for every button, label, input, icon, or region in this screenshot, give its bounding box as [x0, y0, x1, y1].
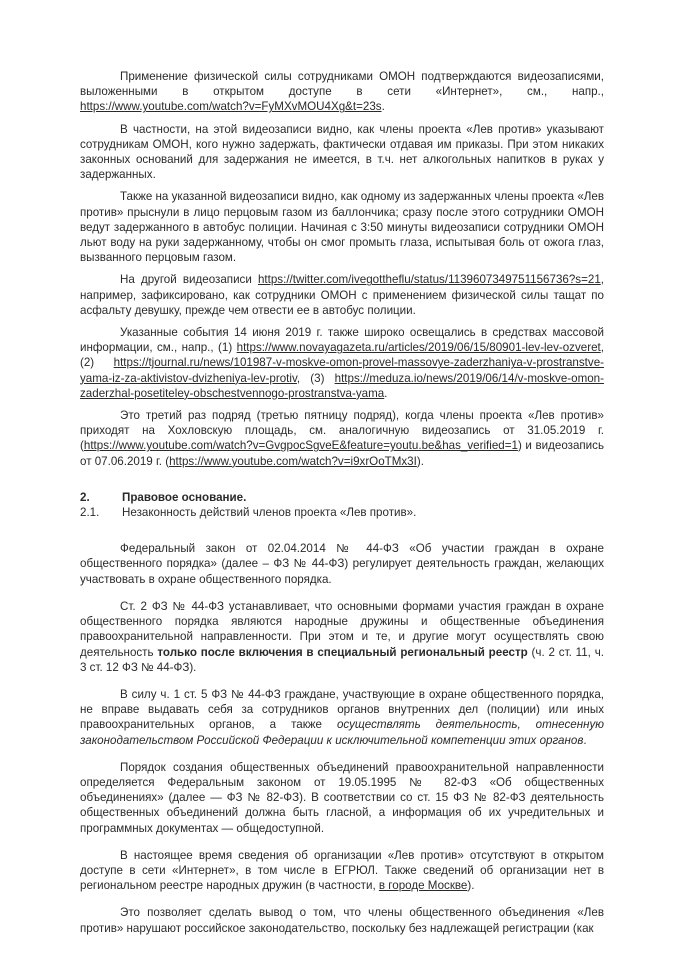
section-title: Правовое основание. — [122, 490, 247, 504]
paragraph-article-2: Ст. 2 ФЗ № 44-ФЗ устанавливает, что основными формами участия граждан в охране общественного порядка являются народные дружины и общественные объединения правоохранительной направленности. При этом и те, и другие могут осуществлять свою деятельность только после включения в специальный региональный реестр (ч. 2 ст. 11, ч. 3 ст. 12 ФЗ № 44-ФЗ). — [80, 599, 604, 674]
document-page — [80, 69, 604, 936]
paragraph-media-coverage: Указанные события 14 июня 2019 г. также широко освещались в средствах массовой информации, см., напр., (1) https://www.novayagazeta.ru/articles/2019/06/15/80901-lev-lev-ozveret, (2) https://tjournal.ru/news/101987-v-moskve-omon-provel-massovye-zaderzhaniya-v-prostranstve-yama-iz-za-aktivistov-dvizheniya-lev-protiv, (3) https://meduza.io/news/2019/06/14/v-moskve-omon-zaderzhal-posetiteley-obschestvennogo-prostranstva-yama. — [80, 326, 604, 400]
paragraph-no-registration: В настоящее время сведения об организации «Лев против» отсутствуют в открытом доступе в сети «Интернет», в том числе в ЕГРЮЛ. Также сведений об организации нет в региональном реестре народных дружин (в частности, в городе Москве). — [80, 848, 604, 893]
paragraph-federal-law-82: Порядок создания общественных объединений правоохранительной направленности определяется Федеральным законом от 19.05.1995 № 82-ФЗ «Об общественных объединениях» (далее — ФЗ № 82-ФЗ). В соответствии со ст. 15 ФЗ № 82-ФЗ деятельность общественных объединений должна быть гласной, а информация об их учредительных и программных документах — общедоступной. — [80, 760, 604, 835]
emphasis-registry: только после включения в специальный региональный реестр — [157, 645, 528, 659]
paragraph-pepper-gas: Также на указанной видеозаписи видно, как одному из задержанных члены проекта «Лев против» прыснули в лицо перцовым газом из баллончика; сразу после этого сотрудники ОМОН ведут задержанного в автобус полиции. Начиная с 3:50 минуты видеозаписи сотрудники ОМОН льют воду на руки задержанному, чтобы он смог промыть глаза, испытывая боль от ожога глаз, вызванного перцовым газом. — [80, 190, 604, 265]
emphasis-exclusive-competence: осуществлять деятельность, отнесенную законодательством Российской Федерации к исключительной компетенции этих органов — [80, 718, 604, 747]
paragraph-orders: В частности, на этой видеозаписи видно, как члены проекта «Лев против» указывают сотрудникам ОМОН, кого нужно задержать, фактически отдавая им приказы. При этом никаких законных оснований для задержания не имеется, в т.ч. нет алкогольных напитков в руках у задержанных. — [80, 122, 604, 182]
paragraph-video-evidence: Применение физической силы сотрудниками ОМОН подтверждаются видеозаписями, выложенными в открытом доступе в сети «Интернет», см., напр., https://www.youtube.com/watch?v=FyMXvMOU4Xg&t=23s. — [80, 70, 604, 114]
youtube-link-3[interactable]: https://www.youtube.com/watch?v=i9xrOoTMx3I — [169, 454, 417, 468]
twitter-link[interactable]: https://twitter.com/ivegottheflu/status/1139607349751156736?s=21 — [257, 273, 601, 287]
subsection-heading-illegality — [80, 505, 604, 520]
section-number: 2. — [80, 490, 90, 504]
tjournal-link[interactable]: https://tjournal.ru/news/101987-v-moskve-omon-provel-massovye-zaderzhaniya-v-prostranstve-yama-iz-za-aktivistov-dvizheniya-lev-protiv — [80, 356, 604, 385]
subsection-title: Незаконность действий членов проекта «Лев против». — [122, 506, 417, 520]
moscow-registry-link[interactable]: в городе Москве — [378, 879, 468, 893]
paragraph-federal-law-44: Федеральный закон от 02.04.2014 № 44-ФЗ «Об участии граждан в охране общественного порядка» (далее – ФЗ № 44-ФЗ) регулирует деятельность граждан, желающих участвовать в охране общественного порядка. — [80, 542, 604, 586]
novayagazeta-link[interactable]: https://www.novayagazeta.ru/articles/2019/06/15/80901-lev-lev-ozveret — [236, 341, 601, 355]
paragraph-third-time: Это третий раз подряд (третью пятницу подряд), когда члены проекта «Лев против» приходят на Хохловскую площадь, см. аналогичную видеозапись от 31.05.2019 г. (https://www.youtube.com/watch?v=GvgpocSgveE&feature=youtu.be&has_verified=1) и видеозапись от 07.06.2019 г. (https://www.youtube.com/watch?v=i9xrOoTMx3I). — [80, 409, 604, 468]
paragraph-conclusion: Это позволяет сделать вывод о том, что члены общественного объединения «Лев против» нарушают российское законодательство, поскольку без надлежащей регистрации (как — [80, 906, 604, 935]
meduza-link[interactable]: https://meduza.io/news/2019/06/14/v-moskve-omon-zaderzhal-posetiteley-obschestvennogo-prostranstva-yama — [80, 371, 604, 400]
youtube-link-2[interactable]: https://www.youtube.com/watch?v=GvgpocSgveE&feature=youtu.be&has_verified=1 — [83, 439, 518, 453]
paragraph-article-5: В силу ч. 1 ст. 5 ФЗ № 44-ФЗ граждане, участвующие в охране общественного порядка, не вправе выдавать себя за сотрудников органов внутренних дел (полиции) или иных правоохранительных органов, а также осуществлять деятельность, отнесенную законодательством Российской Федерации к исключительной компетенции этих органов. — [80, 687, 604, 747]
subsection-number: 2.1. — [80, 506, 100, 520]
section-heading-legal-basis — [80, 490, 604, 505]
youtube-link-1[interactable]: https://www.youtube.com/watch?v=FyMXvMOU4Xg&t=23s — [80, 100, 382, 114]
paragraph-twitter-video: На другой видеозаписи https://twitter.com/ivegottheflu/status/1139607349751156736?s=21, например, зафиксировано, как сотрудники ОМОН с применением физической силы тащат по асфальту девушку, прежде чем отвести ее в автобус полиции. — [80, 273, 604, 317]
